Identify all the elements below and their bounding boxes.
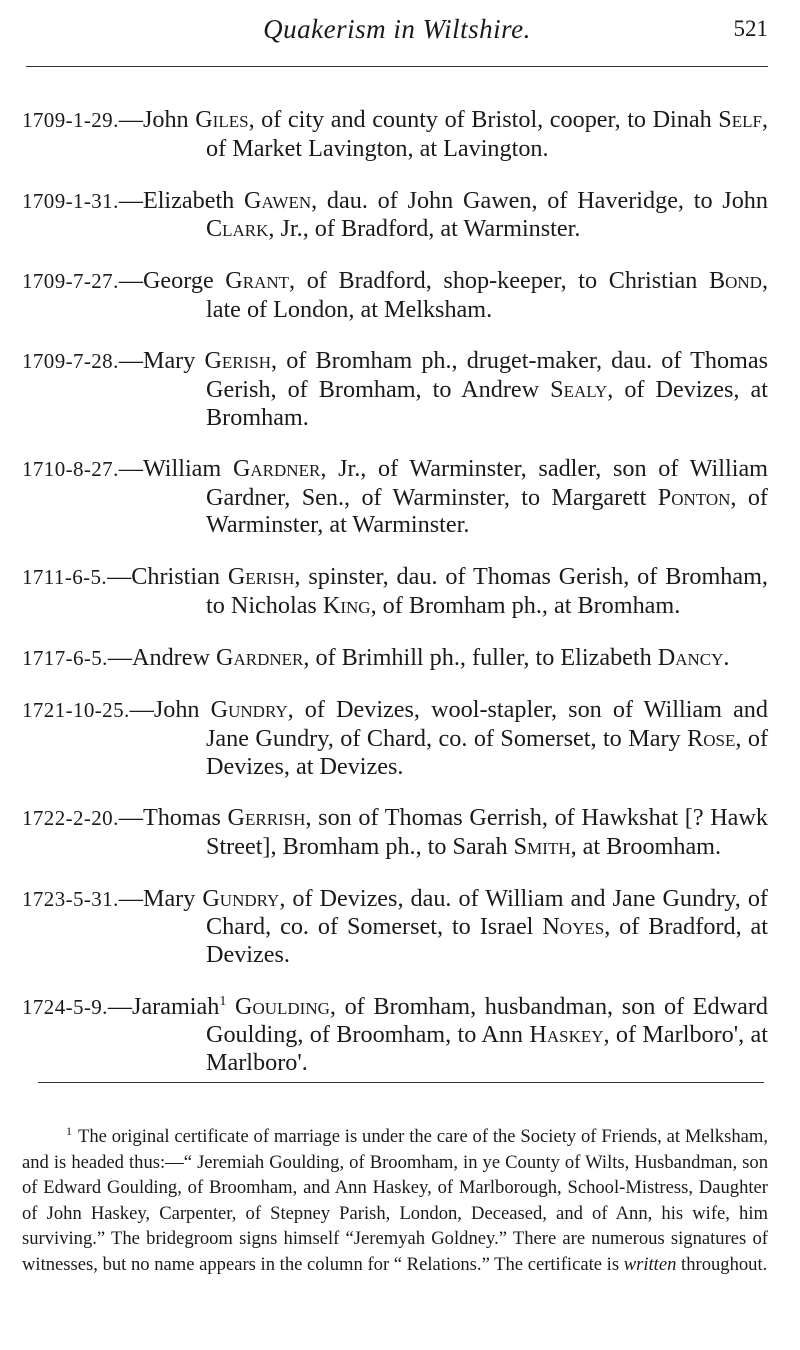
entry-text: —Elizabeth — [118, 186, 245, 214]
marriage-entry — [22, 187, 768, 243]
entry-text: —George — [118, 266, 226, 294]
surname: Sealy — [550, 375, 608, 403]
surname: Gardner — [216, 643, 304, 671]
entry-text: —Mary — [118, 347, 205, 375]
entry-text: , of city and county of Bristol, cooper, to Dinah — [248, 106, 719, 134]
entry-text: —John — [129, 696, 211, 724]
surname: Grant — [225, 266, 290, 294]
surname: Self — [718, 106, 762, 134]
entry-text: , of Devizes, dau. of William and Jane Gundry, of Chard, co. of Somerset, to Israel — [206, 884, 768, 941]
marriage-entry — [22, 455, 768, 539]
surname: Haskey — [529, 1021, 604, 1049]
entry-text: —Andrew — [107, 643, 216, 671]
entry-date: 1717-6-5. — [22, 645, 108, 670]
surname: Gawen — [244, 186, 312, 214]
entry-text: , Jr., of Warminster, sadler, son of William Gardner, Sen., of Warminster, to Margarett — [206, 455, 768, 511]
entry-text: , of Bromham, husbandman, son of Edward Goulding, of Broomham, to Ann — [206, 992, 768, 1049]
entry-text: , at Broomham. — [570, 832, 722, 860]
entry-text: , of Bromham ph., druget-maker, dau. of Thomas Gerish, of Bromham, to Andrew — [206, 347, 769, 403]
surname: Rose — [687, 725, 736, 752]
entry-text: —Jaramiah — [107, 992, 220, 1020]
marriage-entry — [22, 804, 768, 860]
entry-date: 1723-5-31. — [22, 886, 119, 911]
entry-date: 1710-8-27. — [22, 457, 119, 482]
marriage-entries — [22, 82, 768, 1080]
surname: Ponton — [657, 483, 731, 511]
footnote-mark: 1 — [66, 1124, 72, 1138]
entry-text: , of Devizes, at Bromham. — [206, 375, 768, 431]
surname: Noyes — [542, 913, 605, 941]
footnote — [22, 1124, 768, 1278]
entry-text: —Christian — [107, 563, 228, 591]
entry-date: 1721-10-25. — [22, 698, 130, 723]
entry-text: , of Market Lavington, at Lavington. — [206, 106, 768, 162]
surname: Gundry — [202, 884, 280, 912]
page-header — [26, 14, 768, 54]
entry-text: , dau. of John Gawen, of Haveridge, to John — [311, 186, 768, 214]
entry-text: , late of London, at Melksham. — [206, 266, 768, 323]
entry-date: 1709-7-27. — [22, 268, 119, 293]
entry-text — [226, 993, 235, 1020]
marriage-entry — [22, 347, 768, 431]
surname: Smith — [513, 832, 571, 860]
marriage-entry — [22, 563, 768, 619]
entry-text: , of Bradford, at Devizes. — [206, 913, 768, 968]
entry-date: 1709-7-28. — [22, 349, 119, 374]
entry-date: 1724-5-9. — [22, 994, 108, 1019]
entry-text: , son of Thomas Gerrish, of Hawkshat [? Hawk Street], Bromham ph., to Sarah — [206, 804, 768, 860]
surname: Gerrish — [227, 804, 306, 832]
entry-text: , of Bromham ph., at Bromham. — [370, 591, 681, 619]
marriage-entry — [22, 885, 768, 969]
marriage-entry — [22, 267, 768, 323]
surname: Goulding — [234, 992, 330, 1020]
entry-text: —William — [118, 455, 233, 483]
entry-text: , of Devizes, at Devizes. — [206, 725, 768, 780]
entry-text: , of Warminster, at Warminster. — [206, 483, 768, 539]
entry-text: . — [723, 643, 730, 671]
entry-text: —John — [118, 106, 196, 134]
entry-text: —Thomas — [118, 804, 228, 832]
entry-text: , spinster, dau. of Thomas Gerish, of Bromham, to Nicholas — [206, 563, 768, 619]
surname: Gundry — [210, 696, 288, 724]
surname: Gerish — [227, 563, 295, 591]
running-title: Quakerism in Wiltshire. — [263, 14, 531, 44]
entry-text: The original certificate of marriage is under the care of the Society of Friends, at Melksham, and is headed thus:—“ Jeremiah Goulding, of Broomham, in ye County of Wilts, Husbandman, son of Edward Goulding, of Broomham, and Ann Haskey, of Marlborough, School-Mistress, Daughter of John Haskey, Carpenter, of Stepney Parish, London, Deceased, and of Ann, his wife, him surviving.” The bridegroom signs himself “Jeremyah Goldney.” There are numerous signatures of witnesses, but no name appears in the column for “ Relations.” The certificate is — [22, 1126, 768, 1275]
marriage-entry — [22, 696, 768, 780]
entry-text: , of Brimhill ph., fuller, to Elizabeth — [303, 643, 658, 671]
surname: Clark — [206, 215, 269, 243]
surname: Bond — [708, 266, 762, 294]
surname: King — [322, 591, 371, 619]
entry-text: , Jr., of Bradford, at Warminster. — [268, 215, 581, 243]
entry-text: , of Bradford, shop-keeper, to Christian — [289, 266, 709, 294]
entry-date: 1722-2-20. — [22, 806, 119, 831]
entry-text: —Mary — [118, 884, 203, 912]
emphasized-text: written — [623, 1253, 677, 1275]
entry-text: , of Marlboro', at Marlboro'. — [206, 1021, 768, 1076]
entry-date: 1711-6-5. — [22, 565, 108, 590]
footnote-reference: 1 — [219, 993, 227, 1009]
footnote-rule — [38, 1082, 764, 1083]
marriage-entry — [22, 644, 768, 673]
marriage-entry — [22, 993, 768, 1077]
entry-text: throughout. — [676, 1253, 768, 1275]
surname: Gardner — [232, 455, 321, 483]
page-number: 521 — [733, 16, 768, 41]
surname: Giles — [195, 106, 249, 134]
header-rule — [26, 66, 768, 67]
entry-text: , of Devizes, wool-stapler, son of William and Jane Gundry, of Chard, co. of Somerset, to Mary — [206, 696, 768, 752]
marriage-entry — [22, 106, 768, 162]
surname: Gerish — [204, 347, 272, 375]
entry-date: 1709-1-31. — [22, 188, 119, 213]
entry-date: 1709-1-29. — [22, 108, 119, 133]
surname: Dancy — [657, 643, 724, 671]
